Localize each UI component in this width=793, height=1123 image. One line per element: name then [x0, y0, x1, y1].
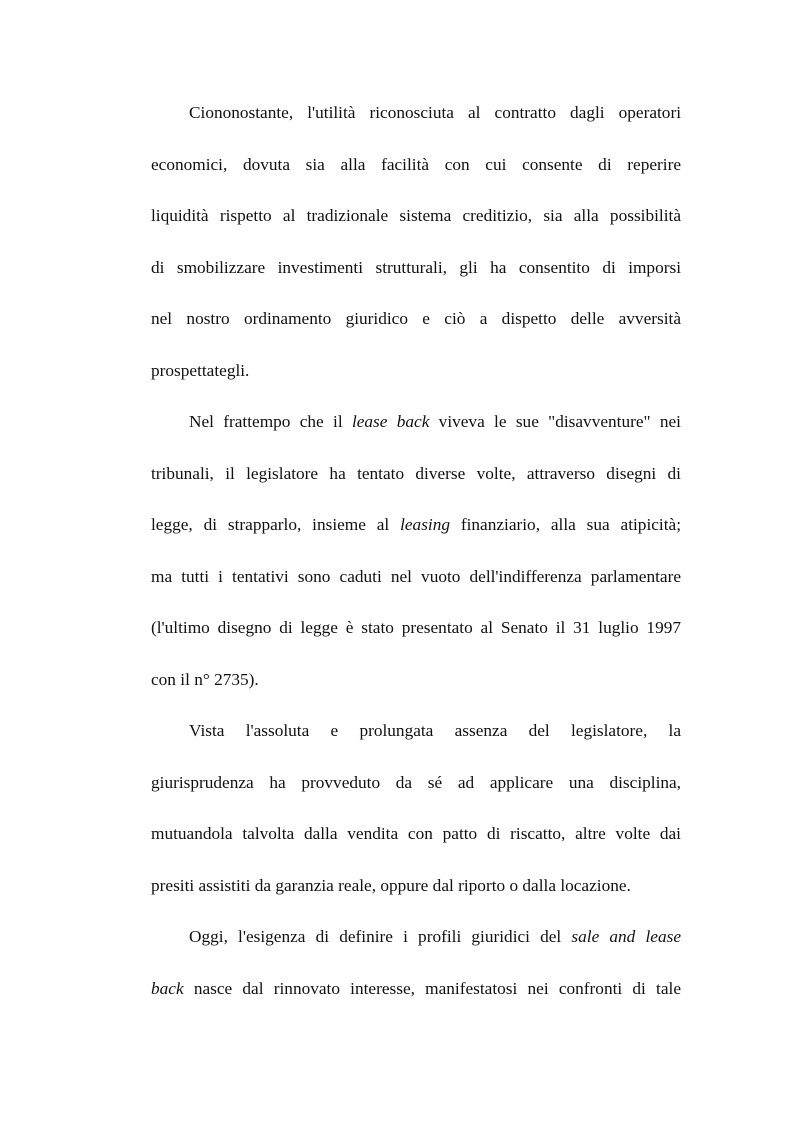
text-segment: Nel frattempo che il	[189, 412, 352, 431]
text-segment: Ciononostante, l'utilità riconosciuta al contratto dagli operatori	[189, 103, 681, 122]
text-line	[151, 551, 681, 603]
text-segment: mutuandola talvolta dalla vendita con patto di riscatto, altre volte dai	[151, 824, 681, 843]
text-line	[151, 139, 681, 191]
text-segment: viveva le sue "disavventure" nei	[429, 412, 681, 431]
text-segment: legge, di strapparlo, insieme al	[151, 515, 401, 534]
text-line	[151, 808, 681, 860]
text-line	[151, 602, 681, 654]
body-text	[151, 87, 681, 1014]
text-line	[151, 345, 681, 397]
text-segment: nel nostro ordinamento giuridico e ciò a dispetto delle avversità	[151, 309, 681, 328]
italic-term: leasing	[400, 515, 450, 534]
text-segment: prospettategli.	[151, 360, 250, 380]
paragraph	[151, 396, 681, 705]
text-line	[151, 963, 681, 1015]
text-segment: Oggi, l'esigenza di definire i profili giuridici del	[189, 927, 572, 946]
text-line	[151, 860, 681, 912]
text-segment: ma tutti i tentativi sono caduti nel vuoto dell'indifferenza parlamentare	[151, 566, 681, 586]
italic-term: sale and lease	[571, 927, 681, 946]
italic-term: lease back	[351, 412, 430, 431]
text-segment: liquidità rispetto al tradizionale sistema creditizio, sia alla possibilità	[151, 206, 681, 225]
text-line	[151, 499, 681, 551]
text-line	[151, 448, 681, 500]
text-segment: nasce dal rinnovato interesse, manifestatosi nei confronti di tale	[183, 978, 681, 998]
text-line	[151, 190, 681, 242]
text-segment: di smobilizzare investimenti strutturali, gli ha consentito di imporsi	[151, 257, 681, 277]
text-segment: presiti assistiti da garanzia reale, oppure dal riporto o dalla locazione.	[151, 875, 631, 895]
paragraph	[151, 87, 681, 396]
paragraph	[151, 911, 681, 1014]
text-segment: (l'ultimo disegno di legge è stato presentato al Senato il 31 luglio 1997	[151, 618, 681, 637]
text-line	[151, 87, 681, 139]
text-segment: con il n° 2735).	[151, 669, 259, 689]
text-segment: finanziario, alla sua atipicità;	[450, 515, 681, 534]
text-line	[151, 242, 681, 294]
text-line	[151, 396, 681, 448]
text-line	[151, 654, 681, 706]
paragraph	[151, 705, 681, 911]
text-line	[151, 757, 681, 809]
text-line	[151, 705, 681, 757]
text-line	[151, 293, 681, 345]
text-segment: Vista l'assoluta e prolungata assenza del legislatore, la	[189, 721, 681, 740]
text-line	[151, 911, 681, 963]
text-segment: economici, dovuta sia alla facilità con cui consente di reperire	[151, 154, 681, 174]
italic-term: back	[151, 978, 184, 998]
text-segment: tribunali, il legislatore ha tentato diverse volte, attraverso disegni di	[151, 463, 681, 483]
text-segment: giurisprudenza ha provveduto da sé ad applicare una disciplina,	[151, 772, 681, 792]
